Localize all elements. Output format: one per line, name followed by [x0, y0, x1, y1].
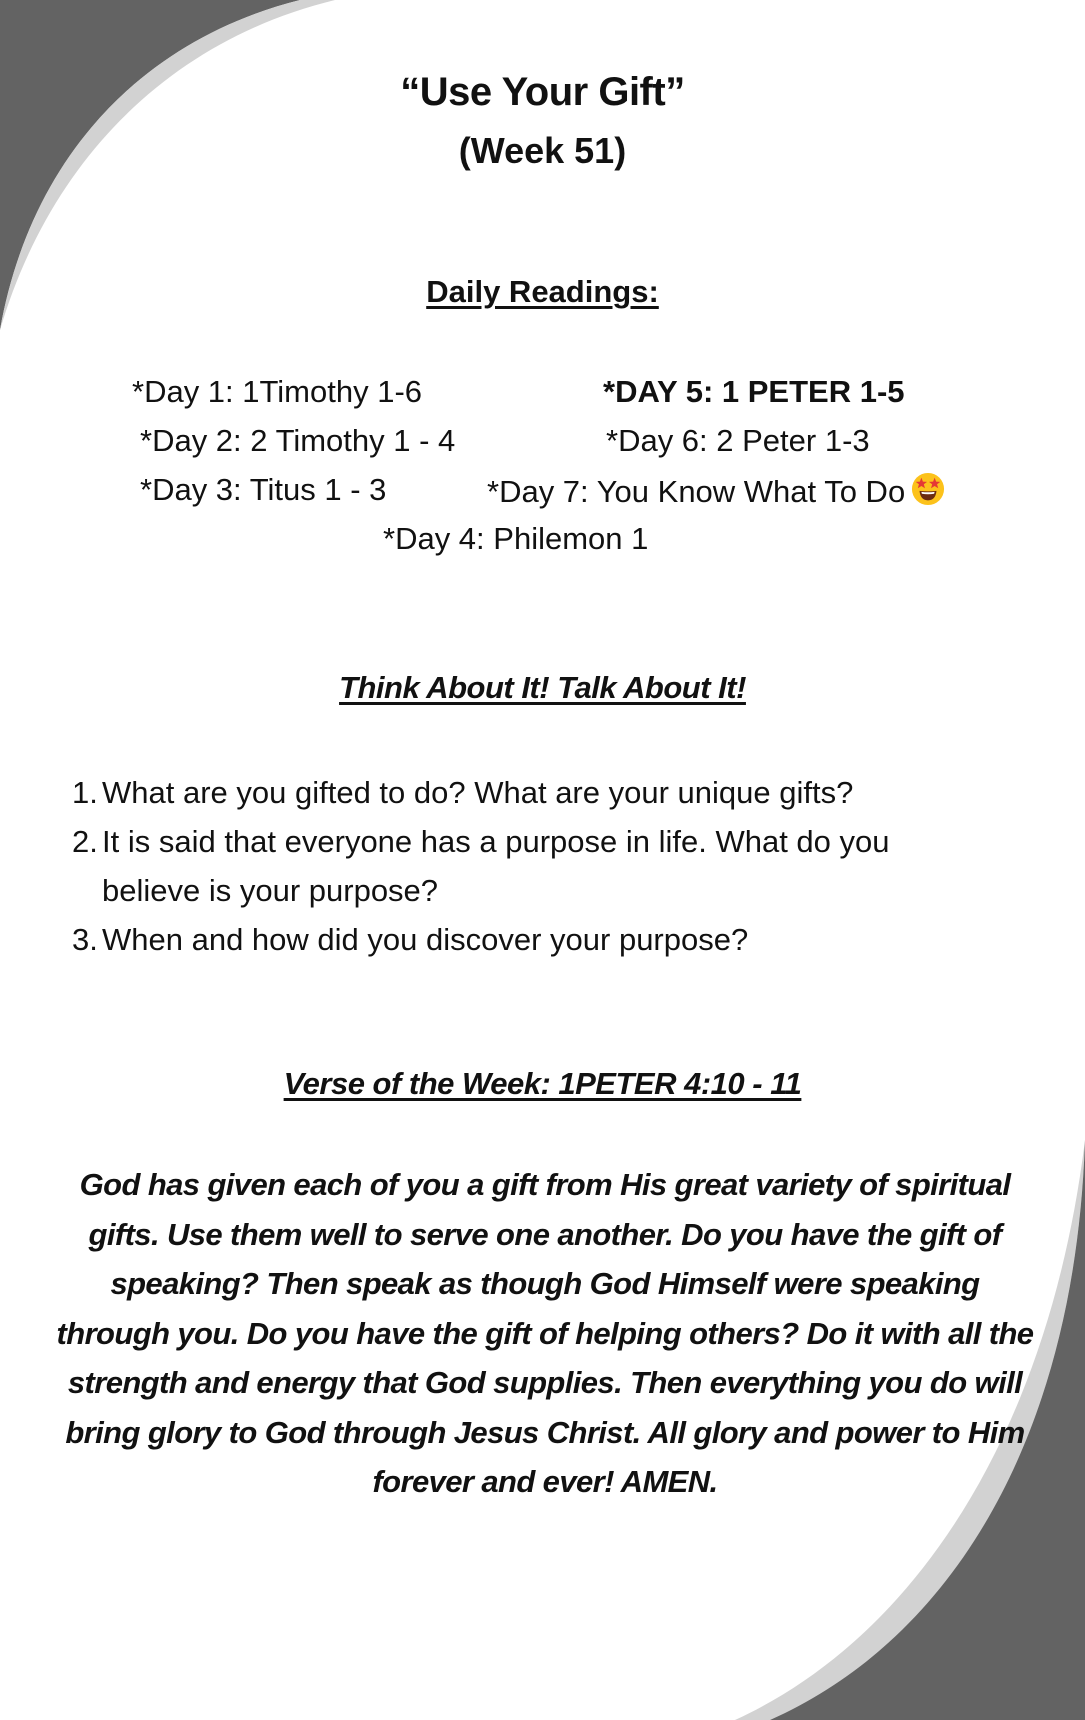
question-item [72, 768, 972, 817]
reading-day-2: *Day 2: 2 Timothy 1 - 4 [140, 423, 456, 458]
reading-day-6: *Day 6: 2 Peter 1-3 [606, 423, 870, 458]
question-number: 2. [72, 824, 98, 859]
verse-of-the-week-heading: Verse of the Week: 1PETER 4:10 - 11 [283, 1066, 802, 1101]
discussion-questions [72, 768, 972, 964]
daily-readings-heading: Daily Readings: [426, 274, 659, 309]
reading-day-4: *Day 4: Philemon 1 [383, 521, 649, 556]
question-text: It is said that everyone has a purpose in life. What do you believe is your purpose? [102, 824, 890, 908]
question-text: When and how did you discover your purpose? [102, 922, 749, 957]
reading-day-7: *Day 7: You Know What To Do [487, 474, 906, 509]
star-struck-emoji-icon [911, 472, 945, 506]
reading-day-1: *Day 1: 1Timothy 1-6 [132, 374, 423, 409]
verse-text: God has given each of you a gift from His great variety of spiritual gifts. Use them well to serve one another. Do you have the gift of speaking? Then speak as though God Himself were speaking through you. Do you have the gift of helping others? Do it with all the strength and energy that God supplies. Then everything you do will bring glory to God through Jesus Christ. All glory and power to Him forever and ever! AMEN. [56, 1167, 1034, 1499]
reading-day-7-row [487, 472, 945, 510]
week-label: (Week 51) [458, 130, 627, 171]
question-item [72, 817, 972, 915]
reading-day-3: *Day 3: Titus 1 - 3 [140, 472, 387, 507]
think-about-it-heading: Think About It! Talk About It! [339, 670, 746, 705]
question-text: What are you gifted to do? What are your unique gifts? [102, 775, 854, 810]
reading-day-5: *DAY 5: 1 PETER 1-5 [603, 374, 905, 409]
question-number: 1. [72, 775, 98, 810]
question-number: 3. [72, 922, 98, 957]
question-item [72, 915, 972, 964]
page-title: “Use Your Gift” [400, 70, 685, 114]
